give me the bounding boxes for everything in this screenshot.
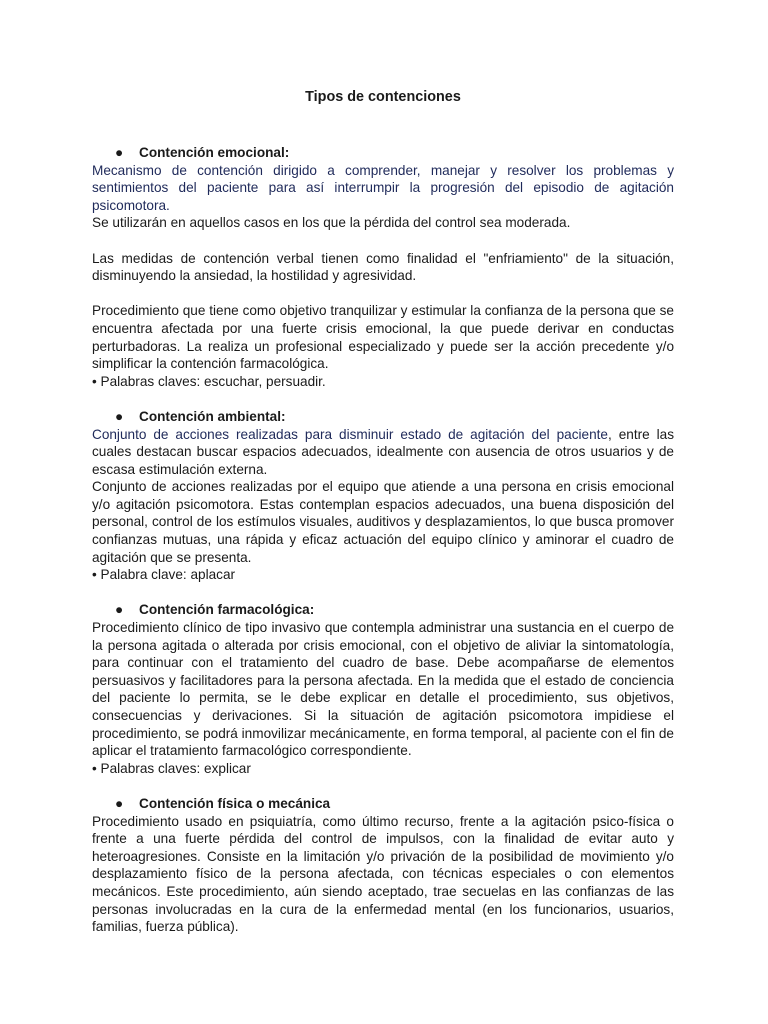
heading-text: Contención farmacológica: — [139, 602, 315, 618]
verbal-text: Las medidas de contención verbal tienen como finalidad el "enfriamiento" de la situación, disminuyendo la ansiedad, la hostilidad y agresividad. — [92, 250, 674, 284]
usage-text: Se utilizarán en aquellos casos en los que la pérdida del control sea moderada. — [92, 215, 571, 231]
section-emocional — [92, 144, 674, 390]
section-heading — [92, 601, 674, 619]
bullet-icon: ● — [115, 408, 124, 424]
section-heading — [92, 408, 674, 426]
bullet-icon: ● — [115, 795, 124, 811]
keywords-text: • Palabras claves: explicar — [92, 760, 251, 776]
section-farmacologica — [92, 601, 674, 777]
heading-text: Contención emocional: — [139, 145, 290, 160]
definition-text — [92, 426, 674, 479]
procedure-text: Conjunto de acciones realizadas por el equipo que atiende a una persona en crisis emocional y/o agitación psicomotora. Estas contemplan espacios adecuados, una buena disposición del personal, control de los estímulos visuales, auditivos y desplazamientos, lo que busca promover confianzas mutuas, una rápida y eficaz actuación del equipo clínico y aminorar el cuadro de agitación que se presenta. — [92, 479, 674, 565]
heading-text: Contención física o mecánica — [139, 795, 331, 811]
heading-text: Contención ambiental: — [139, 408, 286, 424]
keywords-text: • Palabra clave: aplacar — [92, 567, 236, 583]
keywords-text: • Palabras claves: escuchar, persuadir. — [92, 373, 326, 389]
definition-text: Mecanismo de contención dirigido a comprender, manejar y resolver los problemas y sentimientos del paciente para así interrumpir la progresión del episodio de agitación psicomotora. — [92, 162, 674, 213]
definition-lead: Conjunto de acciones realizadas para disminuir estado de agitación del paciente — [92, 426, 608, 442]
definition-tail: , entre las cuales destacan buscar espacios adecuados, idealmente con ausencia de otros usuarios y de escasa estimulación externa. — [92, 426, 674, 477]
section-heading — [92, 144, 674, 162]
procedure-text: Procedimiento que tiene como objetivo tranquilizar y estimular la confianza de la persona que se encuentra afectada por una fuerte crisis emocional, la que puede derivar en conductas perturbadoras. La realiza un profesional especializado y puede ser la acción precedente y/o simplificar la contención farmacológica. — [92, 303, 674, 372]
procedure-text: Procedimiento clínico de tipo invasivo que contempla administrar una sustancia en el cuerpo de la persona agitada o alterada por crisis emocional, con el objetivo de aliviar la sintomatología, para continuar con el tratamiento del cuadro de base. Debe acompañarse de elementos persuasivos y facilitadores para la persona afectada. En la medida que el estado de conciencia del paciente lo permita, se le debe explicar en detalle el procedimiento, sus objetivos, consecuencias y derivaciones. Si la situación de agitación psicomotora impidiese el procedimiento, se podrá inmovilizar mecánicamente, en forma temporal, al paciente con el fin de aplicar el tratamiento farmacológico correspondiente. — [92, 620, 674, 759]
section-ambiental — [92, 408, 674, 584]
bullet-icon: ● — [115, 602, 124, 618]
bullet-icon: ● — [115, 145, 124, 160]
section-heading — [92, 795, 674, 813]
section-fisica — [92, 795, 674, 936]
procedure-text: Procedimiento usado en psiquiatría, como último recurso, frente a la agitación psico-física o frente a una fuerte pérdida del control de impulsos, con la finalidad de evitar auto y heteroagresiones. Consiste en la limitación y/o privación de la posibilidad de movimiento y/o desplazamiento físico de la persona afectada, con técnicas especiales o con elementos mecánicos. Este procedimiento, aún siendo aceptado, trae secuelas en las confianzas de las personas involucradas en la cura de la enfermedad mental (en los funcionarios, usuarios, familias, fuerza pública). — [92, 813, 674, 935]
document-title: Tipos de contenciones — [305, 89, 461, 105]
